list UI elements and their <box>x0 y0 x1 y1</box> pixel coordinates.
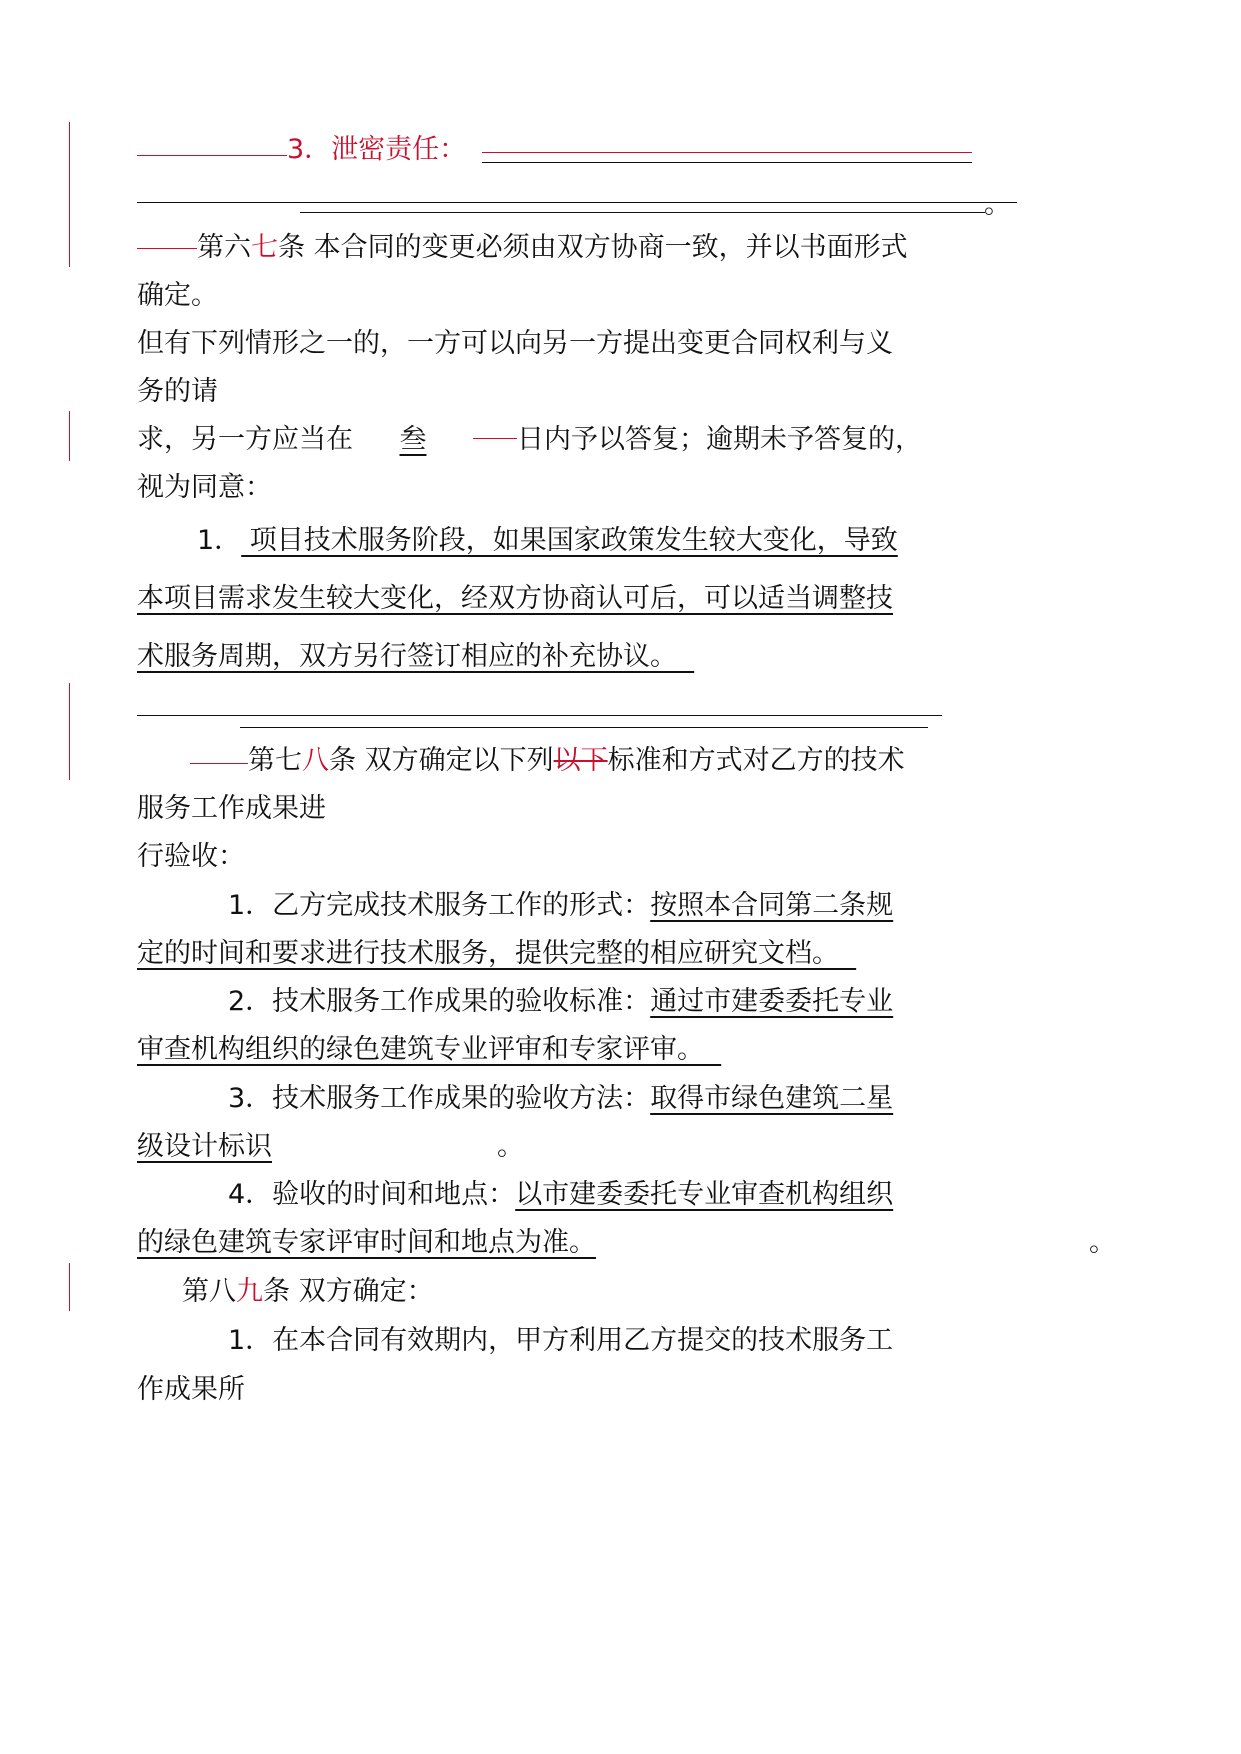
article-6-item1-line2: 本项目需求发生较大变化，经双方协商认可后，可以适当调整技 <box>137 583 893 614</box>
article-8-item1: 1．在本合同有效期内，甲方利用乙方提交的技术服务工 <box>228 1325 894 1356</box>
section-3-end-mark: 。 <box>984 189 1011 220</box>
article-6-line6: 视为同意： <box>137 472 272 503</box>
article-7-line3: 行验收： <box>137 841 245 872</box>
blank-fill-line <box>300 212 985 213</box>
article-6-line2: 确定。 <box>137 280 218 311</box>
article-6-heading: 第六七条 本合同的变更必须由双方协商一致，并以书面形式 <box>197 232 908 263</box>
article-6-item1: 1． 项目技术服务阶段，如果国家政策发生较大变化，导致 <box>197 525 898 556</box>
acceptance-item-3-line2: 级设计标识 。 <box>137 1131 524 1162</box>
article-8-item1-line2: 作成果所 <box>137 1374 245 1405</box>
acceptance-item-1: 1．乙方完成技术服务工作的形式：按照本合同第二条规 <box>228 890 894 921</box>
acceptance-item-4: 4．验收的时间和地点：以市建委委托专业审查机构组织 <box>228 1179 894 1210</box>
section-3-label: 3．泄密责任： <box>287 134 467 165</box>
revision-bar <box>69 411 70 461</box>
blank-fill-line <box>137 715 942 716</box>
acceptance-item-3: 3．技术服务工作成果的验收方法：取得市绿色建筑二星 <box>228 1083 894 1114</box>
acceptance-item-2-line2: 审查机构组织的绿色建筑专业评审和专家评审。 <box>137 1034 704 1065</box>
article-6-line5: 求，另一方应当在 叁 日内予以答复；逾期未予答复的， <box>137 424 922 455</box>
article-6-line3: 但有下列情形之一的，一方可以向另一方提出变更合同权利与义 <box>137 328 893 359</box>
reply-days-value: 叁 <box>399 424 427 455</box>
revision-bar <box>69 683 70 780</box>
deleted-rule <box>482 152 972 153</box>
blank-fill-line <box>482 162 972 163</box>
blank-fill-line <box>137 202 1017 203</box>
revision-dash <box>137 248 197 249</box>
article-6-item1-line3: 术服务周期，双方另行签订相应的补充协议。 <box>137 641 677 672</box>
acceptance-item-2: 2．技术服务工作成果的验收标准：通过市建委委托专业 <box>228 986 894 1017</box>
revision-bar <box>69 1263 70 1311</box>
article-7-line2: 服务工作成果进 <box>137 793 326 824</box>
blank-fill-line <box>240 727 928 728</box>
article-8-heading: 第八九条 双方确定： <box>182 1276 434 1307</box>
revision-dash <box>190 763 248 764</box>
acceptance-item-1-line2: 定的时间和要求进行技术服务，提供完整的相应研究文档。 <box>137 938 839 969</box>
article-7-heading: 第七八条 双方确定以下列以下标准和方式对乙方的技术 <box>248 745 905 776</box>
deleted-rule <box>137 155 287 156</box>
revision-bar <box>69 122 70 267</box>
article-6-line4: 务的请 <box>137 376 218 407</box>
acceptance-item-4-line2: 的绿色建筑专家评审时间和地点为准。 。 <box>137 1227 1116 1258</box>
